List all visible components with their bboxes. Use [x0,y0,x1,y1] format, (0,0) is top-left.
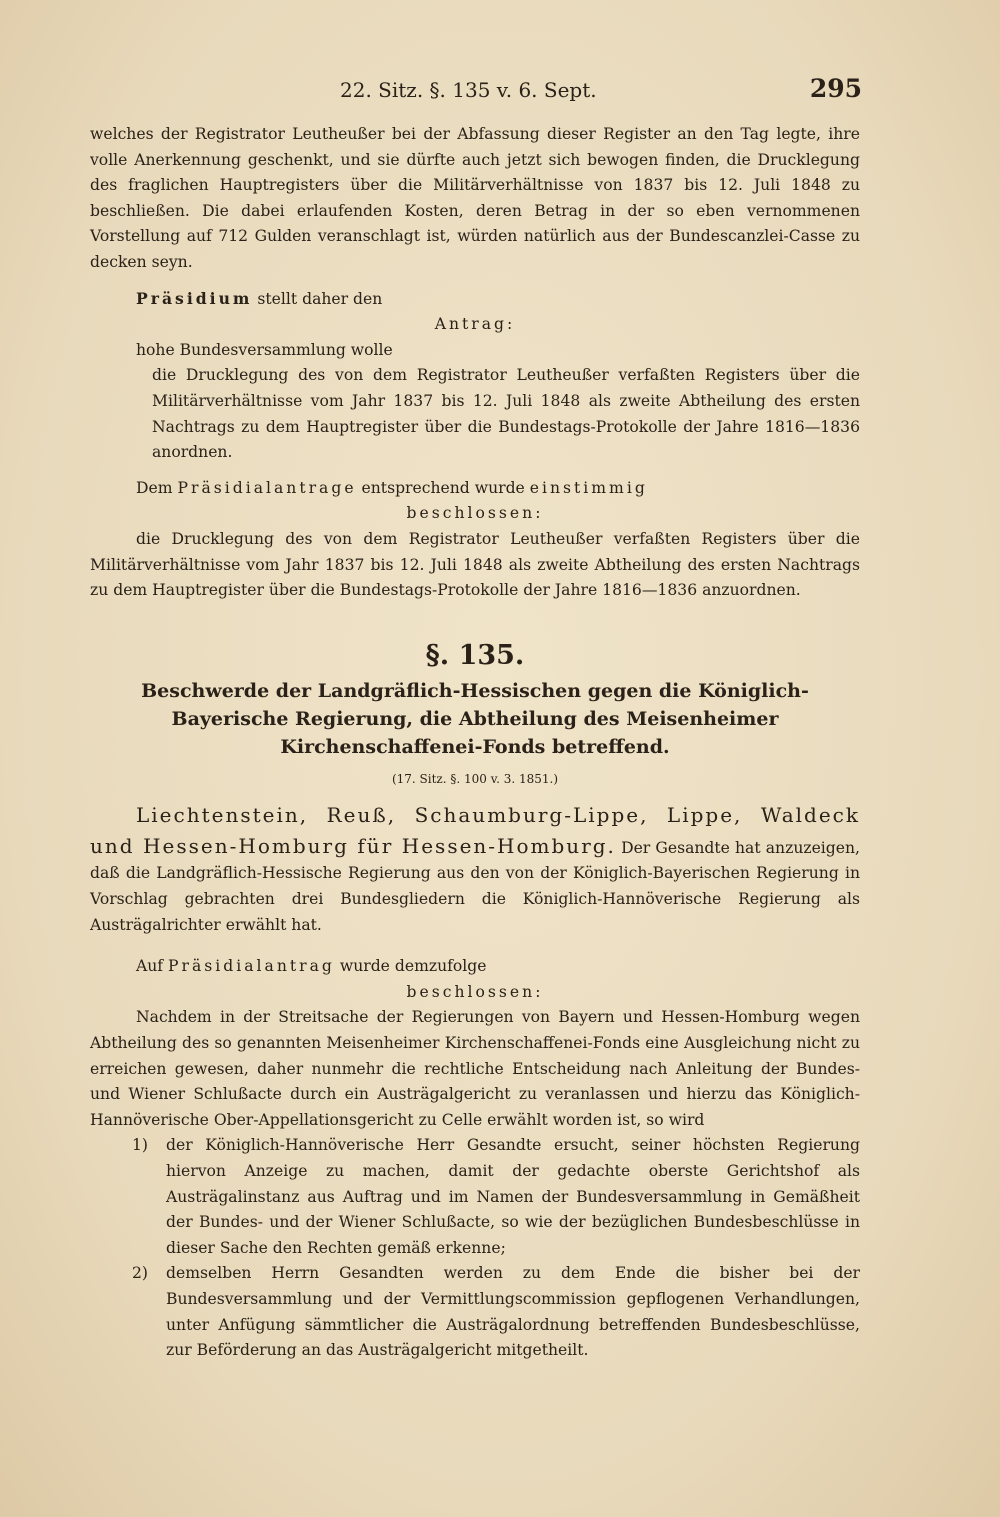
item-number: 2) [132,1264,149,1283]
beschlossen-heading-2: beschlossen: [406,982,544,1001]
page-body [90,122,860,1364]
antrag-heading: Antrag: [434,315,516,334]
item-number: 1) [132,1136,149,1155]
hohe-line: hohe Bundesversammlung wolle [136,340,393,359]
page-number: 295 [809,74,862,103]
running-head: 22. Sitz. §. 135 v. 6. Sept. [340,78,597,102]
nachdem-paragraph: Nachdem in der Streitsache der Regierungen von Bayern und Hessen-Homburg wegen Abtheilung des so genannten Meisenheimer Kirchenschaffenei-Fonds eine Ausgleichung nicht zu erreichen gewesen, daher nunmehr die rechtliche Entscheidung nach Anleitung der Bundes- und Wiener Schlußacte durch ein Austrägalgericht zu veranlassen und hierzu das Königlich-Hannöverische Ober-Appellationsgericht zu Celle erwählt worden ist, so wird [90,1008,860,1129]
einstimmig: einstimmig [529,478,648,497]
dem-word: Dem [136,478,173,497]
beschluss-text: die Drucklegung des von dem Registrator Leutheußer verfaßten Registers über die Militärverhältnisse vom Jahr 1837 bis 12. Juli 1848 als zweite Abtheilung des ersten Nachtrags zu dem Hauptregister über die Bundestags-Protokolle der Jahre 1816—1836 anzuordnen. [90,529,860,600]
resolution-list [90,1133,860,1363]
dem-line [90,476,860,502]
presidium-line [90,286,860,313]
auf-word: Auf [136,957,164,976]
auf-line [90,954,860,980]
list-item [90,1261,860,1363]
section-title: Beschwerde der Landgräflich-Hessischen gegen die Königlich-Bayerische Regierung, die Abtheilung des Meisenheimer Kirchenschaffenei-Fonds betreffend. [141,679,809,758]
list-item [90,1133,860,1261]
praesidialantrage: Präsidialantrage [177,478,357,497]
entsprechend-text: entsprechend wurde [361,478,525,497]
auf-praesidial: Präsidialantrag [168,957,335,976]
opening-paragraph: welches der Registrator Leutheußer bei der Abfassung dieser Register an den Tag legte, ihre volle Anerkennung geschenkt, und sie dürfte auch jetzt sich bewogen finden, die Drucklegung des fraglichen Hauptregisters über die Militärverhältnisse von 1837 bis 12. Juli 1848 zu beschließen. Die dabei erlaufenden Kosten, deren Betrag in der so eben vernommenen Vorstellung auf 712 Gulden veranschlagt ist, würden natürlich aus der Bundescanzlei-Casse zu decken seyn. [90,125,860,271]
auf-rest: wurde demzufolge [339,957,487,976]
antrag-text: die Drucklegung des von dem Registrator Leutheußer verfaßten Registers über die Militärverhältnisse vom Jahr 1837 bis 12. Juli 1848 als zweite Abtheilung des ersten Nachtrags zu dem Hauptregister über die Bundestags-Protokolle der Jahre 1816—1836 anordnen. [152,366,860,462]
beschlossen-heading-1: beschlossen: [406,504,544,523]
states-rest: Der Gesandte hat anzuzeigen, daß die Landgräflich-Hessische Regierung aus den von der Königlich-Bayerischen Regierung in Vorschlag gebrachten drei Bundesgliedern die Königlich-Hannöverische Regierung als Austrägalrichter erwählt hat. [90,838,860,934]
states-names: Liechtenstein, Reuß, Schaumburg-Lippe, Lippe, Waldeck und Hessen-Homburg für Hessen-Homburg. [90,803,860,858]
states-paragraph [90,800,860,938]
page-header [0,74,1000,108]
section-reference: (17. Sitz. §. 100 v. 3. 1851.) [391,771,559,786]
presidium-rest: stellt daher den [257,289,383,308]
section-number: §. 135. [425,639,525,671]
presidium-label: Präsidium [136,288,253,308]
item-text: der Königlich-Hannöverische Herr Gesandte ersucht, seiner höchsten Regierung hiervon Anzeige zu machen, damit der gedachte oberste Gerichtshof als Austrägalinstanz aus Auftrag und im Namen der Bundesversammlung in Gemäßheit der Bundes- und der Wiener Schlußacte, so wie der bezüglichen Bundesbeschlüsse in dieser Sache den Rechten gemäß erkenne; [166,1136,860,1257]
item-text: demselben Herrn Gesandten werden zu dem Ende die bisher bei der Bundesversammlung und der Vermittlungscommission gepflogenen Verhandlungen, unter Anfügung sämmtlicher die Austrägalordnung betreffenden Bundesbeschlüsse, zur Beförderung an das Austrägalgericht mitgetheilt. [166,1264,860,1360]
